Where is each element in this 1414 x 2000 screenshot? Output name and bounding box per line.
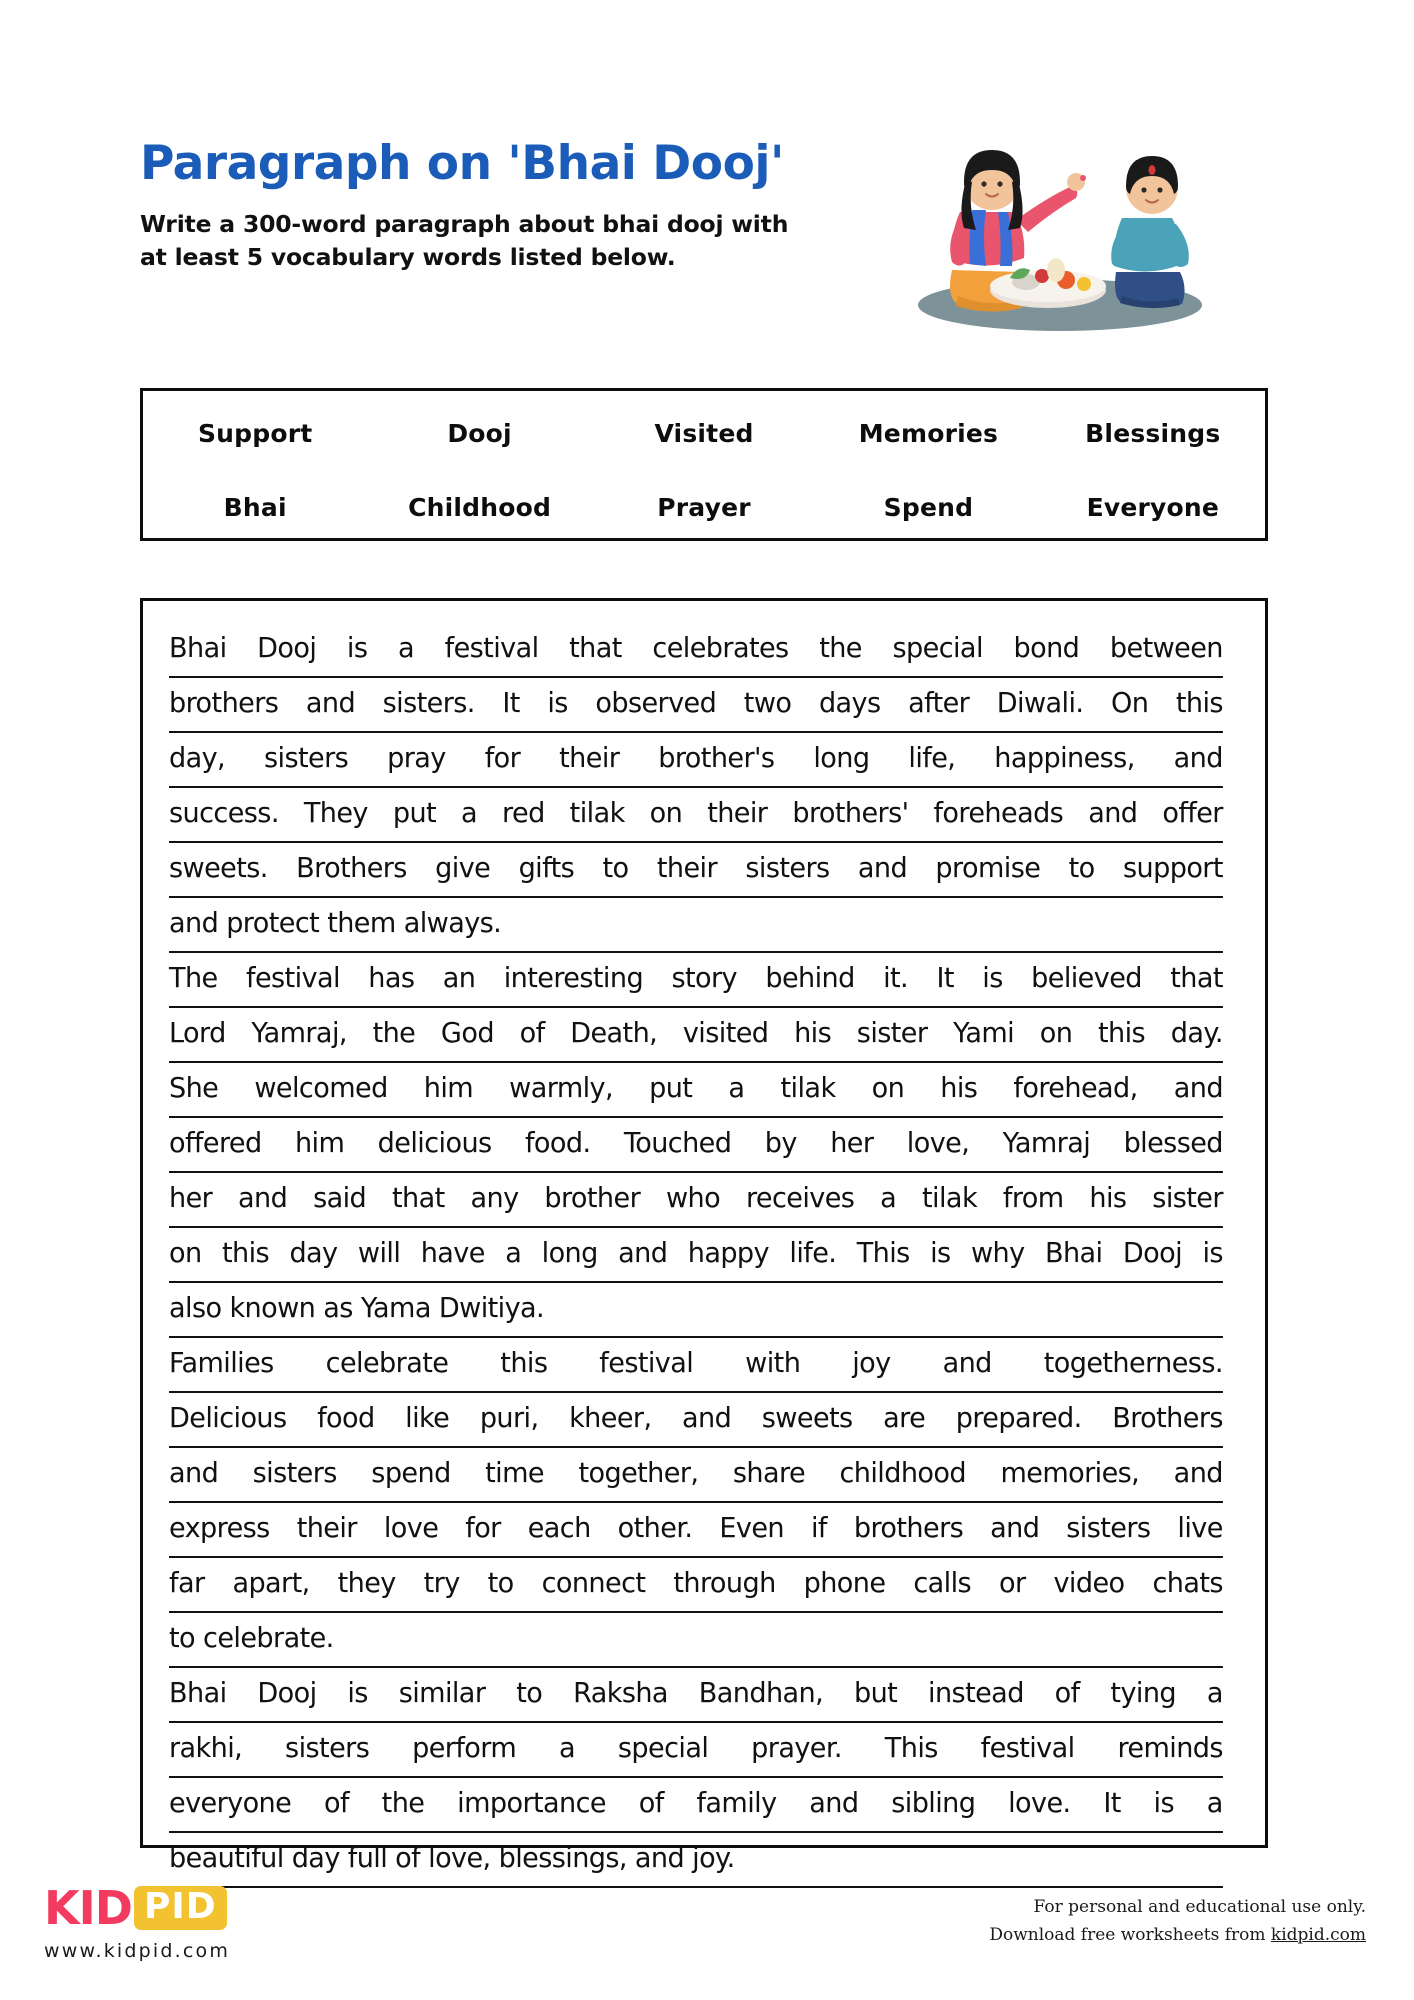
kidpid-logo [44, 1881, 231, 1962]
logo-pid-text: PID [134, 1886, 227, 1930]
vocabulary-word: Visited [654, 419, 754, 449]
paragraph-line: The festival has an interesting story behind it. It is believed that [169, 953, 1223, 1008]
paragraph-line: and protect them always. [169, 898, 1223, 953]
vocabulary-word: Dooj [447, 419, 512, 449]
paragraph-line: offered him delicious food. Touched by her love, Yamraj blessed [169, 1118, 1223, 1173]
tilak-mark [1149, 165, 1156, 175]
legal-line-1: For personal and educational use only. [1033, 1897, 1366, 1917]
paragraph-line: to celebrate. [169, 1613, 1223, 1668]
paragraph-line: Delicious food like puri, kheer, and sweets are prepared. Brothers [169, 1393, 1223, 1448]
paragraph-line: brothers and sisters. It is observed two days after Diwali. On this [169, 678, 1223, 733]
paragraph-line: everyone of the importance of family and sibling love. It is a [169, 1778, 1223, 1833]
page-footer [0, 1862, 1414, 2000]
paragraph-line: her and said that any brother who receives a tilak from his sister [169, 1173, 1223, 1228]
paragraph-line: far apart, they try to connect through phone calls or video chats [169, 1558, 1223, 1613]
paragraph-line: success. They put a red tilak on their brothers' foreheads and offer [169, 788, 1223, 843]
instruction-line-1: Write a 300-word paragraph about bhai dooj with [140, 210, 789, 238]
logo-kid-text: KID [44, 1881, 132, 1935]
paragraph-line: express their love for each other. Even if brothers and sisters live [169, 1503, 1223, 1558]
vocabulary-word: Bhai [223, 492, 287, 522]
paragraph-line: Bhai Dooj is similar to Raksha Bandhan, but instead of tying a [169, 1668, 1223, 1723]
vocabulary-row-2 [143, 471, 1265, 549]
paragraph-answer-text [169, 623, 1223, 1888]
website-url: www.kidpid.com [44, 1940, 231, 1962]
paragraph-line: and sisters spend time together, share childhood memories, and [169, 1448, 1223, 1503]
bhai-dooj-illustration [880, 120, 1240, 340]
legal-notice [989, 1894, 1366, 1949]
paragraph-line: beautiful day full of love, blessings, and joy. [169, 1833, 1223, 1888]
paragraph-line: rakhi, sisters perform a special prayer. This festival reminds [169, 1723, 1223, 1778]
vocabulary-word: Blessings [1085, 419, 1221, 449]
vocabulary-word: Prayer [657, 492, 751, 522]
vocabulary-word: Childhood [408, 492, 552, 522]
instruction-line-2: at least 5 vocabulary words listed below. [140, 243, 676, 272]
vocabulary-box [140, 388, 1268, 541]
writing-area[interactable] [140, 598, 1268, 1874]
page-title: Paragraph on 'Bhai Dooj' [140, 136, 784, 191]
vocabulary-row-1 [143, 391, 1265, 471]
paragraph-line: Families celebrate this festival with joy and togetherness. [169, 1338, 1223, 1393]
vocabulary-word: Everyone [1086, 492, 1220, 522]
paragraph-line: sweets. Brothers give gifts to their sisters and promise to support [169, 843, 1223, 898]
paragraph-line: also known as Yama Dwitiya. [169, 1283, 1223, 1338]
instruction-text [140, 208, 860, 275]
brother-figure [1111, 156, 1189, 308]
kidpid-link[interactable]: kidpid.com [1270, 1924, 1366, 1945]
paragraph-line: Bhai Dooj is a festival that celebrates the special bond between [169, 623, 1223, 678]
paragraph-line: on this day will have a long and happy life. This is why Bhai Dooj is [169, 1228, 1223, 1283]
paragraph-line: Lord Yamraj, the God of Death, visited his sister Yami on this day. [169, 1008, 1223, 1063]
legal-line-2 [989, 1922, 1366, 1950]
vocabulary-word: Memories [858, 419, 999, 449]
vocabulary-word: Support [197, 419, 313, 449]
vocabulary-word: Spend [883, 492, 974, 522]
paragraph-line: day, sisters pray for their brother's long life, happiness, and [169, 733, 1223, 788]
paragraph-line: She welcomed him warmly, put a tilak on his forehead, and [169, 1063, 1223, 1118]
legal-line-2-prefix: Download free worksheets from [989, 1924, 1271, 1945]
